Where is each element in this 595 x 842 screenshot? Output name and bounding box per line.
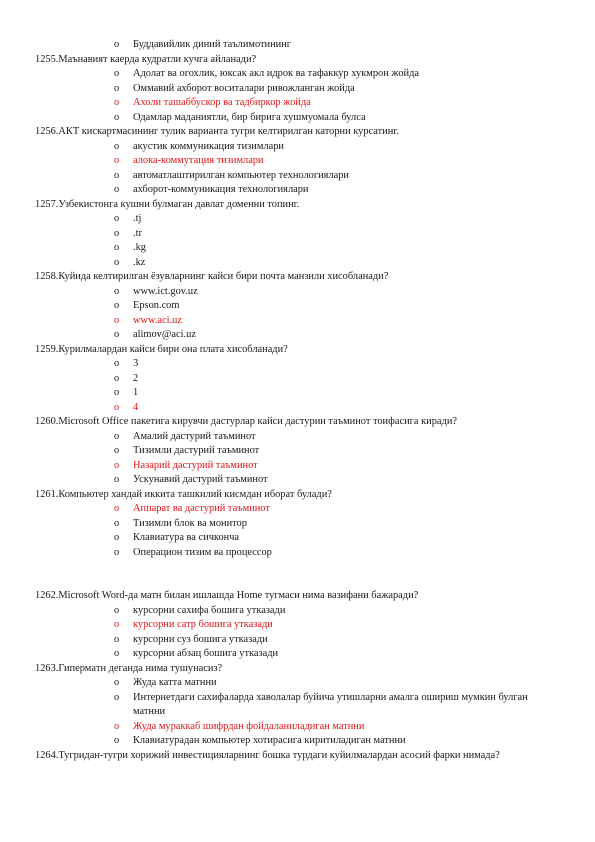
circle-bullet-icon: o [114, 39, 120, 50]
circle-bullet-icon: o [114, 358, 120, 369]
option-label: 2 [133, 372, 139, 384]
option-label: Адолат ва огохлик, юксак акл идрок ва тафаккур хукмрон жойда [133, 68, 419, 79]
option-label: Тизимли дастурий таъминот [133, 445, 260, 456]
option-label: автоматлаштирилган компьютер технологиялари [133, 169, 349, 181]
answer-option [0, 444, 595, 459]
circle-bullet-icon: o [114, 546, 120, 558]
question-text: 1258.Куйида келтирилган ёзувларнинг кайси бири почта манзили хисобланади? [35, 271, 389, 282]
option-label: www.aci.uz [133, 314, 182, 326]
option-label: Операцион тизим ва процессор [133, 546, 272, 558]
circle-bullet-icon: o [114, 213, 120, 224]
answer-option [0, 67, 595, 82]
circle-bullet-icon: o [114, 256, 120, 268]
answer-option [0, 546, 595, 561]
circle-bullet-icon: o [114, 677, 120, 688]
answer-option-correct [0, 459, 595, 474]
answer-option [0, 372, 595, 387]
circle-bullet-icon: o [114, 285, 120, 297]
circle-bullet-icon: o [114, 242, 120, 253]
answer-option [0, 691, 595, 720]
option-label: Одамлар маданиятли, бир бирига хушмуомала булса [133, 111, 366, 123]
answer-option [0, 357, 595, 372]
document-page [0, 38, 595, 763]
option-label: 3 [133, 358, 139, 369]
circle-bullet-icon: o [114, 314, 120, 326]
circle-bullet-icon: o [114, 169, 120, 181]
answer-option [0, 111, 595, 126]
option-label: Жуда мураккаб шифрдан фойдаланиладиган матнни [133, 720, 365, 732]
circle-bullet-icon: o [114, 735, 120, 746]
option-label: алока-коммутация тизимлари [133, 155, 264, 166]
option-label: Epson.com [133, 300, 180, 311]
question-text: 1255.Маънавият каерда кудратли кучга айланади? [35, 53, 257, 65]
answer-option [0, 430, 595, 445]
circle-bullet-icon: o [114, 445, 120, 456]
circle-bullet-icon: o [114, 372, 120, 384]
answer-option-correct [0, 401, 595, 416]
answer-option [0, 212, 595, 227]
circle-bullet-icon: o [114, 155, 120, 166]
answer-option [0, 140, 595, 155]
option-label: www.ict.gov.uz [133, 285, 198, 297]
circle-bullet-icon: o [114, 401, 120, 413]
question-text: 1256.АКТ кискартмасининг тулик варианта тугри келтирилган каторни курсатинг. [35, 126, 399, 137]
answer-option [0, 517, 595, 532]
circle-bullet-icon: o [114, 532, 120, 543]
answer-option [0, 299, 595, 314]
circle-bullet-icon: o [114, 474, 120, 485]
circle-bullet-icon: o [114, 720, 120, 732]
answer-option-correct [0, 96, 595, 111]
option-label: .tj [133, 213, 142, 224]
answer-option [0, 38, 595, 53]
circle-bullet-icon: o [114, 387, 120, 398]
answer-option [0, 386, 595, 401]
option-label: акустик коммуникация тизимлари [133, 140, 284, 152]
option-label: Назарий дастурий таъминот [133, 459, 258, 471]
option-label: .kg [133, 242, 146, 253]
circle-bullet-icon: o [114, 300, 120, 311]
answer-option [0, 531, 595, 546]
circle-bullet-icon: o [114, 82, 120, 94]
option-label: .tr [133, 227, 142, 239]
option-label: Ускунавий дастурий таъминот [133, 474, 268, 485]
option-label: alimov@aci.uz [133, 329, 196, 340]
option-label: Амалий дастурий таъминот [133, 430, 256, 442]
question-text: 1262.Microsoft Word-да матн билан ишлашда Home тугмаси нима вазифани бажаради? [35, 590, 419, 601]
circle-bullet-icon: o [114, 619, 120, 630]
option-label: Оммавий ахборот воситалари ривожланган жойда [133, 82, 355, 94]
circle-bullet-icon: o [114, 430, 120, 442]
answer-option [0, 183, 595, 198]
circle-bullet-icon: o [114, 517, 120, 529]
answer-option [0, 227, 595, 242]
option-label: 4 [133, 401, 139, 413]
question-text: 1261.Компьютер хандай иккита ташкилий кисмдан иборат булади? [35, 488, 332, 500]
circle-bullet-icon: o [114, 184, 120, 195]
option-label: Ахоли ташаббускор ва тадбиркор жойда [133, 97, 311, 108]
option-label: Тизимли блок ва монитор [133, 517, 247, 529]
circle-bullet-icon: o [114, 648, 120, 659]
question-text: 1264.Тугридан-тугри хорижий инвестицияларнинг бошка турдаги куйилмалардан асосий фарки нимада? [35, 749, 500, 761]
circle-bullet-icon: o [114, 68, 120, 79]
circle-bullet-icon: o [114, 227, 120, 239]
answer-option [0, 734, 595, 749]
circle-bullet-icon: o [114, 459, 120, 471]
answer-option [0, 328, 595, 343]
option-label: Клавиатура ва сичкончa [133, 532, 240, 543]
blank-spacer [0, 560, 595, 589]
circle-bullet-icon: o [114, 97, 120, 108]
option-label: курсорни сахифа бошига утказади [133, 604, 286, 616]
circle-bullet-icon: o [114, 503, 120, 514]
option-label: курсорни абзац бошига утказади [133, 648, 279, 659]
answer-option [0, 169, 595, 184]
circle-bullet-icon: o [114, 329, 120, 340]
question-text: 1263.Гипермaтн деганда нима тушунасиз? [35, 662, 223, 674]
answer-option [0, 676, 595, 691]
option-label: ахборот-коммуникация технологиялари [133, 184, 309, 195]
option-label: Жуда катта матнни [133, 677, 217, 688]
circle-bullet-icon: o [114, 604, 120, 616]
answer-option [0, 633, 595, 648]
circle-bullet-icon: o [114, 111, 120, 123]
circle-bullet-icon: o [114, 691, 120, 703]
answer-option-correct [0, 502, 595, 517]
answer-option [0, 285, 595, 300]
option-label: .kz [133, 256, 146, 268]
answer-option [0, 647, 595, 662]
answer-option-correct [0, 618, 595, 633]
question-text: 1259.Курилмалардан кайси бири она плата хисобланади? [35, 343, 288, 355]
option-label: Клавиатурадан компьютер хотирасига киритиладиган матнни [133, 735, 406, 746]
question-text: 1260.Microsoft Office пакетига кирувчи дастурлар кайси дастурии таъминот тоифасига киради? [35, 416, 457, 427]
answer-option [0, 604, 595, 619]
option-label: курсорни сатр бошига утказади [133, 619, 273, 630]
circle-bullet-icon: o [114, 633, 120, 645]
option-label: 1 [133, 387, 139, 398]
answer-option [0, 241, 595, 256]
answer-option-correct [0, 314, 595, 329]
option-label: Интернетдаги сахифаларда хаволалар буйича утишларни амалга ошириш мумкин булган матнни [133, 691, 528, 717]
answer-option [0, 473, 595, 488]
question-text: 1257.Узбекистонга кушни булмаган давлат доменни топинг. [35, 198, 300, 210]
option-label: курсорни суз бошига утказади [133, 633, 268, 645]
option-label: Буддавийлик диний таълимотининг [133, 39, 292, 50]
answer-option-correct [0, 720, 595, 735]
circle-bullet-icon: o [114, 140, 120, 152]
answer-option [0, 82, 595, 97]
answer-option [0, 256, 595, 271]
option-label: Аппарат ва дастурий таъминот [133, 503, 270, 514]
answer-option-correct [0, 154, 595, 169]
